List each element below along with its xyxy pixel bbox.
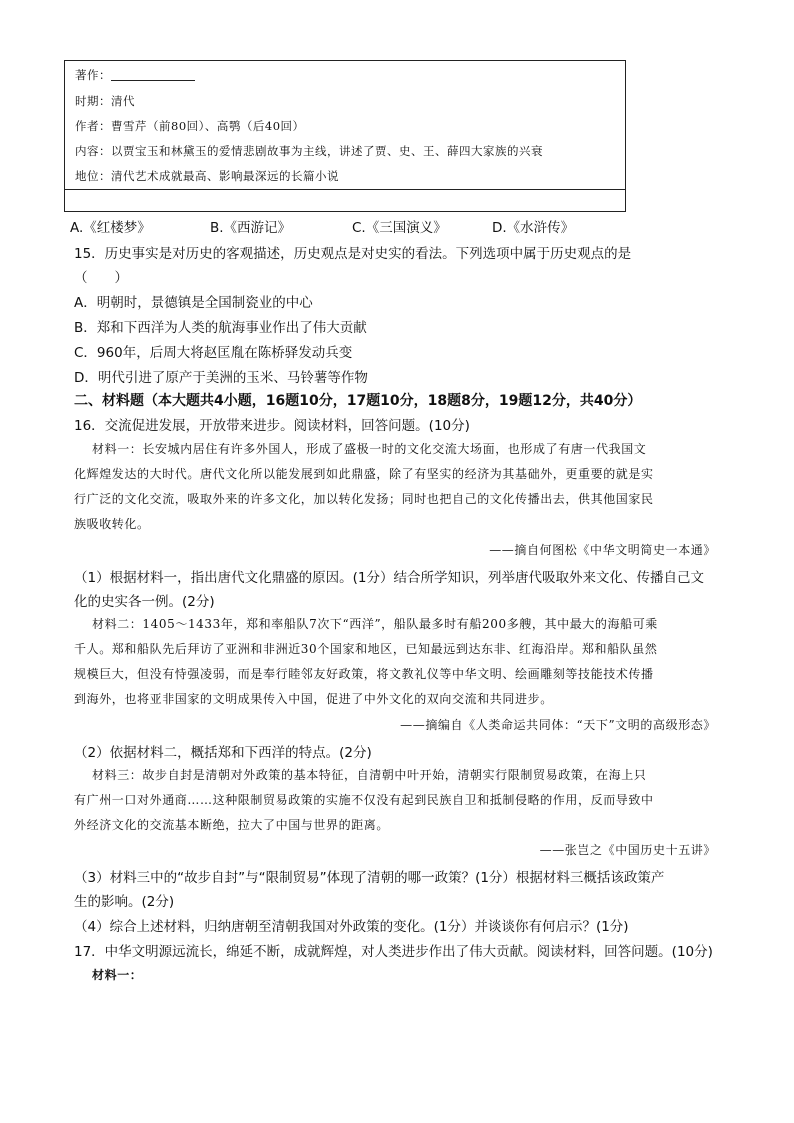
q16-subq4: （4）综合上述材料，归纳唐朝至清朝我国对外政策的变化。(1分）并谈谈你有何启示？(1分)	[74, 919, 629, 935]
q14-option-c: C.《三国演义》	[352, 220, 447, 236]
section-2-heading: 二、材料题（本大题共4小题，16题10分，17题10分，18题8分，19题12分，共40分）	[74, 393, 642, 409]
answer-blank	[111, 68, 195, 81]
q15-option-a: A．明朝时，景德镇是全国制瓷业的中心	[74, 295, 313, 311]
q14-option-b: B.《西游记》	[210, 220, 292, 236]
q14-option-a: A.《红楼梦》	[70, 220, 151, 236]
q14-option-d: D.《水浒传》	[492, 220, 575, 236]
q16-subq3-line: （3）材料三中的“故步自封”与“限制贸易”体现了清朝的哪一政策？(1分）根据材料三概括该政策产	[74, 870, 665, 886]
q16-material3-line: 材料三：故步自封是清朝对外政策的基本特征，自清朝中叶开始，清朝实行限制贸易政策，在海上只	[92, 768, 647, 782]
q16-material1-line: 材料一：长安城内居住有许多外国人，形成了盛极一时的文化交流大场面，也形成了有唐一代我国文	[92, 442, 647, 456]
info-status: 地位：清代艺术成就最高、影响最深远的长篇小说	[75, 169, 339, 183]
q16-material1-line: 化辉煌发达的大时代。唐代文化所以能发展到如此鼎盛，除了有坚实的经济为其基础外，更重要的就是实	[74, 467, 654, 481]
q16-material2-line: 规模巨大，但没有恃强凌弱，而是奉行睦邻友好政策，将文教礼仪等中华文明、绘画雕刻等技能技术传播	[74, 667, 654, 681]
q15-option-b: B．郑和下西洋为人类的航海事业作出了伟大贡献	[74, 320, 367, 336]
q17-material1-label: 材料一：	[92, 968, 143, 982]
q17-stem: 17．中华文明源远流长，绵延不断，成就辉煌，对人类进步作出了伟大贡献。阅读材料，回答问题。(10分)	[74, 944, 713, 960]
info-author: 作者：曹雪芹（前80回）、高鹗（后40回）	[75, 119, 305, 133]
info-work-label: 著作：	[75, 68, 111, 82]
q16-material2-line: 到海外，也将亚非国家的文明成果传入中国，促进了中外文化的双向交流和共同进步。	[74, 692, 553, 706]
info-work-line	[75, 67, 195, 83]
q15-option-c: C．960年，后周大将赵匡胤在陈桥驿发动兵变	[74, 345, 353, 361]
q16-material2-line: 千人。郑和船队先后拜访了亚洲和非洲近30个国家和地区，已知最远到达东非、红海沿岸。郑和船队虽然	[74, 642, 658, 656]
q16-material3-source: ——张岂之《中国历史十五讲》	[539, 843, 716, 857]
q16-subq3-line: 生的影响。(2分)	[74, 894, 175, 910]
q16-material1-line: 族吸收转化。	[74, 517, 150, 531]
q16-material2-line: 材料二：1405～1433年，郑和率船队7次下“西洋”，船队最多时有船200多艘，其中最大的海船可乘	[92, 617, 658, 631]
q15-paren: （ ）	[74, 270, 128, 286]
q16-material2-source: ——摘编自《人类命运共同体：“天下”文明的高级形态》	[400, 718, 716, 732]
q16-material1-line: 行广泛的文化交流，吸取外来的许多文化，加以转化发扬；同时也把自己的文化传播出去，供其他国家民	[74, 492, 654, 506]
q16-subq1-line: （1）根据材料一，指出唐代文化鼎盛的原因。(1分）结合所学知识，列举唐代吸取外来文化、传播自己文	[74, 570, 704, 586]
box-divider	[65, 189, 625, 190]
q16-material1-source: ——摘自何图松《中华文明简史一本通》	[489, 543, 716, 557]
q16-stem: 16．交流促进发展，开放带来进步。阅读材料，回答问题。(10分)	[74, 418, 470, 434]
q15-stem: 15．历史事实是对历史的客观描述，历史观点是对史实的看法。下列选项中属于历史观点的是	[74, 246, 632, 262]
q16-material3-line: 有广州一口对外通商……这种限制贸易政策的实施不仅没有起到民族自卫和抵制侵略的作用，反而导致中	[74, 793, 654, 807]
info-content: 内容：以贾宝玉和林黛玉的爱情悲剧故事为主线，讲述了贾、史、王、薛四大家族的兴衰	[75, 144, 543, 158]
novel-info-box	[64, 60, 626, 212]
info-period: 时期：清代	[75, 94, 135, 108]
q15-option-d: D．明代引进了原产于美洲的玉米、马铃薯等作物	[74, 370, 368, 386]
q16-material3-line: 外经济文化的交流基本断绝，拉大了中国与世界的距离。	[74, 818, 390, 832]
q16-subq2: （2）依据材料二，概括郑和下西洋的特点。(2分)	[74, 745, 372, 761]
q16-subq1-line: 化的史实各一例。(2分)	[74, 594, 215, 610]
